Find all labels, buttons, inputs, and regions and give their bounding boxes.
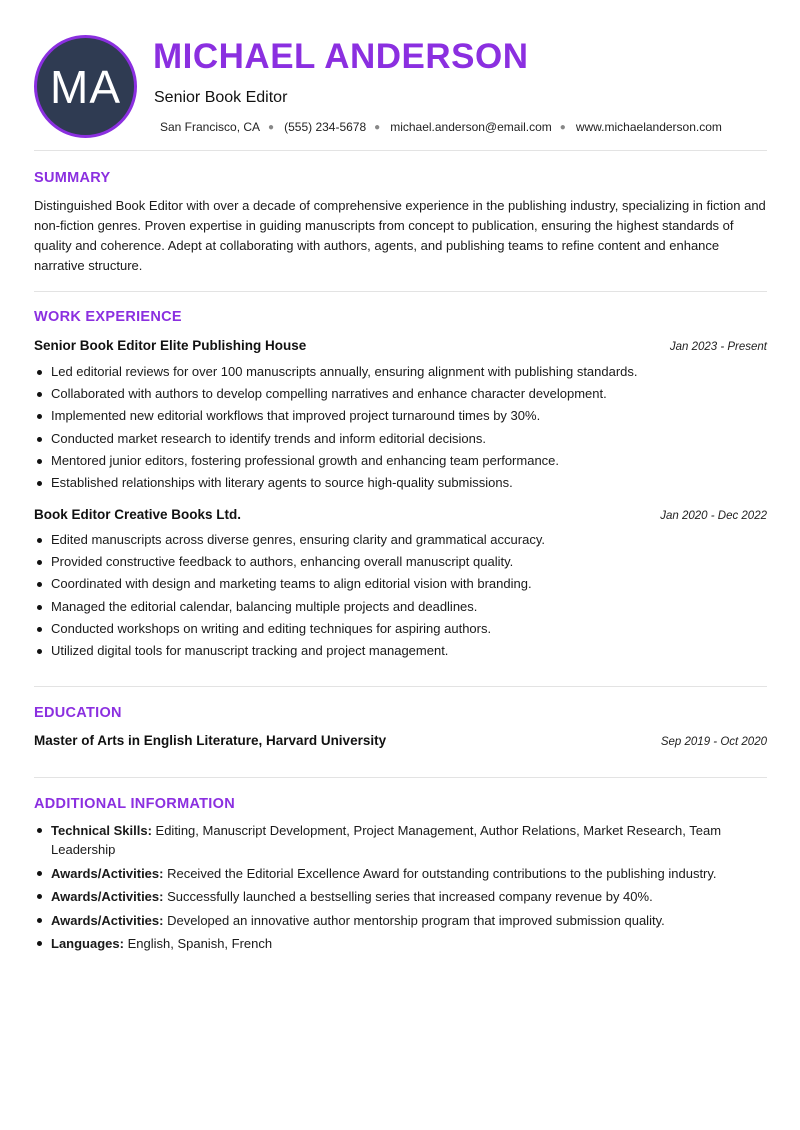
separator-dot-icon: ● <box>268 121 275 133</box>
list-item <box>34 887 767 906</box>
work-experience-heading: WORK EXPERIENCE <box>34 309 182 325</box>
separator-dot-icon: ● <box>374 121 381 133</box>
job-bullets <box>34 529 767 662</box>
list-item: Utilized digital tools for manuscript tracking and project management. <box>34 640 767 662</box>
job-bullets <box>34 361 767 494</box>
job-role: Book Editor Creative Books Ltd. <box>34 507 242 522</box>
divider <box>34 777 767 778</box>
separator-dot-icon: ● <box>559 121 566 133</box>
education-entry <box>34 733 767 748</box>
item-label: Technical Skills: <box>51 823 152 838</box>
degree-text: Master of Arts in English Literature, Harvard University <box>34 733 387 748</box>
education-date: Sep 2019 - Oct 2020 <box>660 736 767 748</box>
list-item: Mentored junior editors, fostering professional growth and enhancing team performance. <box>34 450 767 472</box>
summary-heading: SUMMARY <box>34 170 111 186</box>
phone-text: (555) 234-5678 <box>284 120 367 134</box>
list-item <box>34 821 767 859</box>
item-text: English, Spanish, French <box>123 936 273 951</box>
list-item: Conducted market research to identify trends and inform editorial decisions. <box>34 428 767 450</box>
contact-bar <box>160 120 722 134</box>
list-item <box>34 864 767 883</box>
list-item: Coordinated with design and marketing teams to align editorial vision with branding. <box>34 573 767 595</box>
divider <box>34 686 767 687</box>
job-date: Jan 2023 - Present <box>669 341 767 353</box>
location-text: San Francisco, CA <box>160 120 261 134</box>
avatar: MA <box>34 35 137 138</box>
job-date: Jan 2020 - Dec 2022 <box>660 510 767 522</box>
list-item <box>34 934 767 953</box>
list-item: Provided constructive feedback to authors, enhancing overall manuscript quality. <box>34 551 767 573</box>
additional-info-heading: ADDITIONAL INFORMATION <box>34 796 235 812</box>
item-label: Awards/Activities: <box>51 865 164 881</box>
item-text: Developed an innovative author mentorship program that improved submission quality. <box>163 912 665 928</box>
list-item: Managed the editorial calendar, balancing multiple projects and deadlines. <box>34 596 767 618</box>
list-item: Established relationships with literary agents to source high-quality submissions. <box>34 472 767 494</box>
list-item: Edited manuscripts across diverse genres, ensuring clarity and grammatical accuracy. <box>34 529 767 551</box>
item-text: Editing, Manuscript Development, Project Management, Author Relations, Market Research, Team Leadership <box>51 823 722 857</box>
job-title: Senior Book Editor <box>154 89 288 106</box>
job-header <box>34 338 767 353</box>
email-link[interactable]: michael.anderson@email.com <box>390 120 552 134</box>
list-item: Collaborated with authors to develop compelling narratives and enhance character development. <box>34 383 767 405</box>
item-label: Languages: <box>51 936 124 951</box>
divider <box>34 150 767 151</box>
item-label: Awards/Activities: <box>51 889 164 904</box>
divider <box>34 291 767 292</box>
summary-text: Distinguished Book Editor with over a decade of comprehensive experience in the publishing industry, specializing in fiction and non-fiction genres. Proven expertise in guiding manuscripts from concept to publication, ensuring the highest standards of quality and coherence. Adept at collaborating with authors, agents, and publishing teams to refine content and enhance narrative structure. <box>34 198 766 273</box>
job-role: Senior Book Editor Elite Publishing House <box>34 338 307 353</box>
additional-info-list <box>34 821 767 958</box>
education-heading: EDUCATION <box>34 705 122 721</box>
list-item: Led editorial reviews for over 100 manuscripts annually, ensuring alignment with publishing standards. <box>34 361 767 383</box>
item-text: Received the Editorial Excellence Award for outstanding contributions to the publishing industry. <box>163 865 717 881</box>
website-link[interactable]: www.michaelanderson.com <box>575 120 722 134</box>
list-item: Implemented new editorial workflows that improved project turnaround times by 30%. <box>34 405 767 427</box>
list-item: Conducted workshops on writing and editing techniques for aspiring authors. <box>34 618 767 640</box>
list-item <box>34 911 767 930</box>
item-label: Awards/Activities: <box>51 912 164 928</box>
candidate-name: MICHAEL ANDERSON <box>153 37 529 76</box>
item-text: Successfully launched a bestselling series that increased company revenue by 40%. <box>163 889 653 904</box>
job-header <box>34 507 767 522</box>
